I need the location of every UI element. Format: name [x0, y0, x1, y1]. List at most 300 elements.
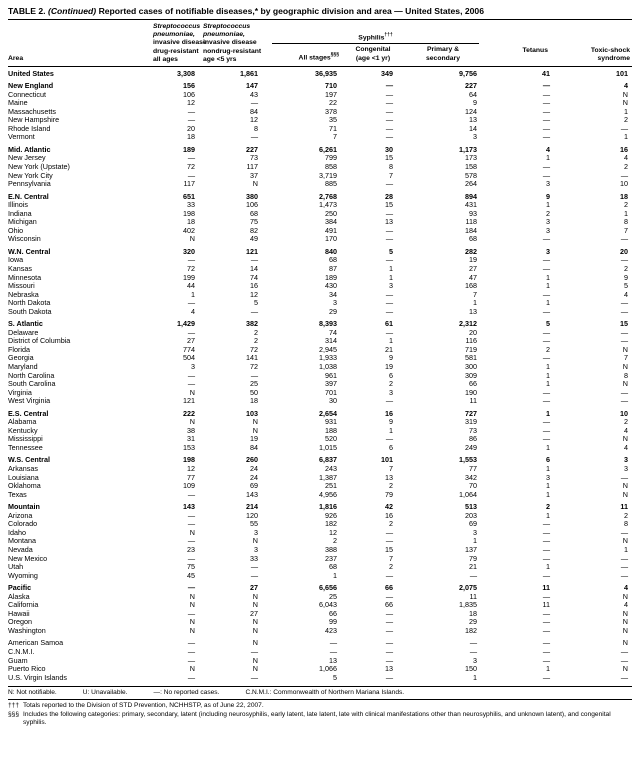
value-cell: 13	[385, 664, 393, 674]
area-cell: District of Columbia	[8, 336, 71, 346]
value-cell: 61	[385, 319, 393, 329]
area-cell: Pennsylvania	[8, 179, 51, 189]
value-cell: N	[622, 638, 628, 648]
area-cell: West Virginia	[8, 396, 51, 406]
value-cell: 27	[250, 608, 258, 618]
value-cell: 41	[542, 68, 550, 78]
value-cell: 1	[624, 106, 628, 116]
value-cell: 12	[250, 289, 258, 299]
area-cell: Iowa	[8, 255, 24, 265]
value-cell: 11	[542, 600, 550, 610]
table-row	[8, 601, 632, 610]
table-row	[8, 674, 632, 683]
value-cell: —	[542, 255, 550, 265]
value-cell: 2,768	[319, 191, 337, 201]
value-cell: 3	[191, 362, 195, 372]
value-cell: 2	[389, 519, 393, 529]
value-cell: N	[622, 344, 628, 354]
table-row	[8, 210, 632, 219]
value-cell: N	[622, 664, 628, 674]
value-cell: 20	[620, 246, 628, 256]
area-cell: Kentucky	[8, 425, 38, 435]
value-cell: 4	[624, 583, 628, 593]
value-cell: 45	[187, 570, 195, 580]
column-header-area	[8, 55, 153, 64]
value-cell: —	[250, 132, 258, 142]
value-cell: 16	[385, 510, 393, 520]
value-cell: —	[542, 81, 550, 91]
value-cell: 42	[385, 502, 393, 512]
footnote-text: Totals reported to the Division of STD Prevention, NCHHSTP, as of June 22, 2007.	[23, 702, 264, 710]
value-cell: —	[542, 306, 550, 316]
value-cell: 1,861	[240, 68, 258, 78]
value-cell: 121	[183, 396, 195, 406]
table-row	[8, 248, 632, 257]
value-cell: N	[189, 664, 195, 674]
table-group	[8, 82, 632, 142]
table-row	[8, 125, 632, 134]
value-cell: —	[187, 583, 195, 593]
value-cell: 1,553	[459, 455, 477, 465]
value-cell: 5	[333, 672, 337, 682]
value-cell: 1,933	[319, 353, 337, 363]
value-cell: 18	[469, 608, 477, 618]
value-cell: 1	[546, 442, 550, 452]
area-cell: Massachusetts	[8, 106, 56, 116]
value-cell: 7	[473, 289, 477, 299]
value-cell: —	[542, 132, 550, 142]
value-cell: 1,429	[177, 319, 195, 329]
value-cell: 397	[325, 379, 337, 389]
value-cell: 70	[469, 481, 477, 491]
value-cell: —	[385, 98, 393, 108]
column-header-tetanus	[483, 47, 558, 64]
value-cell: —	[187, 298, 195, 308]
value-cell: 1	[546, 298, 550, 308]
table-group	[8, 70, 632, 79]
value-cell: —	[250, 562, 258, 572]
legend-item: C.N.M.I.: Commonwealth of Northern Mariana Islands.	[245, 689, 405, 697]
area-cell: Delaware	[8, 327, 39, 337]
value-cell: 19	[385, 362, 393, 372]
value-cell: 9	[389, 353, 393, 363]
footnote-dagger	[8, 702, 632, 710]
value-cell: 2	[546, 344, 550, 354]
table-row	[8, 299, 632, 308]
value-cell: —	[187, 327, 195, 337]
value-cell: 71	[329, 123, 337, 133]
table-row	[8, 256, 632, 265]
header-line: secondary	[425, 54, 460, 62]
value-cell: —	[187, 153, 195, 163]
value-cell: N	[189, 234, 195, 244]
value-cell: 173	[465, 153, 477, 163]
value-cell: —	[620, 570, 628, 580]
table-row	[8, 82, 632, 91]
value-cell: —	[250, 646, 258, 656]
value-cell: —	[385, 306, 393, 316]
area-cell: North Carolina	[8, 370, 55, 380]
table-row	[8, 563, 632, 572]
value-cell: 243	[325, 464, 337, 474]
value-cell: 402	[183, 225, 195, 235]
area-cell: Alaska	[8, 591, 30, 601]
value-cell: 18	[187, 217, 195, 227]
value-cell: —	[250, 255, 258, 265]
value-cell: N	[252, 625, 258, 635]
table-row	[8, 520, 632, 529]
footnote-marker: §§§	[330, 52, 339, 59]
value-cell: —	[385, 617, 393, 627]
value-cell: 38	[187, 425, 195, 435]
area-cell: Idaho	[8, 527, 26, 537]
value-cell: 264	[465, 179, 477, 189]
value-cell: —	[329, 646, 337, 656]
area-cell: Louisiana	[8, 472, 39, 482]
area-cell: Missouri	[8, 281, 35, 291]
legend-item: —: No reported cases.	[153, 689, 220, 697]
value-cell: N	[189, 617, 195, 627]
value-cell: 6,261	[319, 144, 337, 154]
area-cell: Hawaii	[8, 608, 30, 618]
value-cell: 190	[465, 387, 477, 397]
value-cell: —	[469, 638, 477, 648]
value-cell: —	[187, 553, 195, 563]
value-cell: 1	[546, 362, 550, 372]
header-line: invasive disease	[203, 39, 257, 47]
header-line: pneumoniae,	[203, 31, 245, 39]
value-cell: 24	[250, 472, 258, 482]
value-cell: 36,935	[315, 68, 337, 78]
value-cell: 7	[389, 464, 393, 474]
value-cell: 16	[250, 281, 258, 291]
value-cell: 74	[250, 272, 258, 282]
value-cell: 84	[250, 442, 258, 452]
value-cell: 93	[469, 208, 477, 218]
value-cell: 21	[385, 344, 393, 354]
value-cell: 1,038	[319, 362, 337, 372]
column-group-header-syphilis	[268, 23, 483, 63]
table-row	[8, 512, 632, 521]
value-cell: —	[187, 370, 195, 380]
value-cell: 1	[546, 464, 550, 474]
table-group	[8, 584, 632, 635]
area-cell: Vermont	[8, 132, 35, 142]
value-cell: 68	[469, 234, 477, 244]
value-cell: 1	[546, 281, 550, 291]
area-cell: New Mexico	[8, 553, 48, 563]
area-cell: Texas	[8, 489, 27, 499]
value-cell: 11	[542, 583, 550, 593]
value-cell: 8	[624, 519, 628, 529]
value-cell: —	[250, 306, 258, 316]
value-cell: 158	[465, 161, 477, 171]
value-cell: —	[187, 115, 195, 125]
value-cell: 1,835	[459, 600, 477, 610]
value-cell: —	[542, 289, 550, 299]
value-cell: —	[542, 234, 550, 244]
area-cell: Virginia	[8, 387, 32, 397]
table-row	[8, 133, 632, 142]
value-cell: 199	[183, 272, 195, 282]
value-cell: 1	[546, 481, 550, 491]
value-cell: —	[385, 327, 393, 337]
value-cell: 260	[246, 455, 258, 465]
value-cell: 2,945	[319, 344, 337, 354]
value-cell: 47	[469, 272, 477, 282]
value-cell: 19	[469, 255, 477, 265]
header-line: invasive disease	[153, 39, 207, 47]
value-cell: 3	[389, 281, 393, 291]
table-row	[8, 372, 632, 381]
value-cell: —	[385, 638, 393, 648]
area-cell: Mississippi	[8, 434, 43, 444]
value-cell: —	[385, 536, 393, 546]
value-cell: 10	[620, 179, 628, 189]
header-line: Toxic-shock	[590, 46, 630, 54]
value-cell: 250	[325, 208, 337, 218]
value-cell: 3	[624, 455, 628, 465]
value-cell: 520	[325, 434, 337, 444]
value-cell: 2	[254, 327, 258, 337]
area-cell: Montana	[8, 536, 36, 546]
legend-item: U: Unavailable.	[82, 689, 128, 697]
value-cell: 99	[329, 617, 337, 627]
value-cell: N	[189, 625, 195, 635]
table-group	[8, 320, 632, 405]
area-cell: Mountain	[8, 502, 40, 512]
value-cell: 15	[620, 319, 628, 329]
value-cell: 6,837	[319, 455, 337, 465]
table-row	[8, 491, 632, 500]
value-cell: —	[385, 655, 393, 665]
value-cell: —	[620, 387, 628, 397]
header-line: Streptococcus	[153, 23, 201, 30]
table-row	[8, 218, 632, 227]
value-cell: 2	[389, 379, 393, 389]
footnote-section	[8, 711, 632, 728]
value-cell: —	[385, 179, 393, 189]
footnote-marker: §§§	[8, 710, 20, 718]
value-cell: 15	[385, 544, 393, 554]
table-row	[8, 555, 632, 564]
value-cell: 118	[465, 217, 477, 227]
value-cell: 222	[183, 408, 195, 418]
value-cell: —	[542, 608, 550, 618]
value-cell: —	[620, 234, 628, 244]
value-cell: N	[189, 527, 195, 537]
value-cell: 10	[620, 408, 628, 418]
area-cell: Ohio	[8, 225, 24, 235]
value-cell: 101	[616, 68, 628, 78]
value-cell: 13	[469, 115, 477, 125]
value-cell: 87	[329, 264, 337, 273]
value-cell: 4	[624, 425, 628, 435]
table-row	[8, 380, 632, 389]
area-cell: S. Atlantic	[8, 319, 43, 329]
table-row	[8, 235, 632, 244]
value-cell: —	[542, 264, 550, 273]
value-cell: 170	[325, 234, 337, 244]
value-cell: 77	[187, 472, 195, 482]
value-cell: —	[385, 106, 393, 116]
value-cell: 66	[385, 583, 393, 593]
value-cell: N	[622, 489, 628, 499]
value-cell: 5	[254, 298, 258, 308]
value-cell: 2,075	[459, 583, 477, 593]
value-cell: 3	[389, 387, 393, 397]
value-cell: —	[620, 396, 628, 406]
value-cell: 5	[624, 281, 628, 291]
value-cell: 1	[546, 370, 550, 380]
value-cell: —	[187, 106, 195, 116]
value-cell: 13	[469, 306, 477, 316]
value-cell: 35	[329, 115, 337, 125]
value-cell: 73	[469, 425, 477, 435]
value-cell: 1	[473, 672, 477, 682]
value-cell: —	[542, 98, 550, 108]
value-cell: —	[542, 655, 550, 665]
value-cell: 3	[333, 298, 337, 308]
area-cell: U.S. Virgin Islands	[8, 672, 67, 682]
column-header-strep-nondrug-resistant	[203, 23, 268, 64]
value-cell: 1	[546, 489, 550, 499]
value-cell: —	[187, 489, 195, 499]
value-cell: —	[620, 553, 628, 563]
value-cell: 5	[389, 246, 393, 256]
value-cell: 504	[183, 353, 195, 363]
table-row	[8, 227, 632, 236]
value-cell: 384	[325, 217, 337, 227]
value-cell: 27	[187, 336, 195, 346]
value-cell: —	[620, 336, 628, 346]
value-cell: 578	[465, 170, 477, 180]
table-group	[8, 503, 632, 580]
value-cell: N	[252, 664, 258, 674]
area-cell: South Dakota	[8, 306, 52, 316]
value-cell: 858	[325, 161, 337, 171]
value-cell: 1	[624, 208, 628, 218]
value-cell: 68	[329, 255, 337, 265]
value-cell: —	[385, 208, 393, 218]
value-cell: —	[469, 646, 477, 656]
table-row	[8, 320, 632, 329]
value-cell: —	[187, 608, 195, 618]
area-cell: Illinois	[8, 200, 28, 210]
value-cell: 9,756	[459, 68, 477, 78]
value-cell: 120	[246, 510, 258, 520]
value-cell: 29	[329, 306, 337, 316]
value-cell: —	[187, 519, 195, 529]
area-cell: New York (Upstate)	[8, 161, 70, 171]
value-cell: —	[620, 672, 628, 682]
value-cell: —	[542, 570, 550, 580]
value-cell: 4	[624, 442, 628, 452]
value-cell: 227	[246, 144, 258, 154]
table-row	[8, 180, 632, 189]
value-cell: 8	[254, 123, 258, 133]
value-cell: 143	[183, 502, 195, 512]
value-cell: 1,173	[459, 144, 477, 154]
table-row	[8, 627, 632, 636]
table-row	[8, 329, 632, 338]
header-line: (age <1 yr)	[355, 54, 391, 62]
value-cell: 14	[469, 123, 477, 133]
value-cell: 251	[325, 481, 337, 491]
header-line: Primary &	[426, 46, 460, 54]
value-cell: 12	[187, 98, 195, 108]
value-cell: 189	[183, 144, 195, 154]
value-cell: 2	[389, 481, 393, 491]
value-cell: 727	[465, 408, 477, 418]
value-cell: 44	[187, 281, 195, 291]
value-cell: 701	[325, 387, 337, 397]
value-cell: 20	[469, 327, 477, 337]
area-cell: E.N. Central	[8, 191, 49, 201]
table-row	[8, 154, 632, 163]
value-cell: N	[252, 617, 258, 627]
value-cell: N	[622, 434, 628, 444]
value-cell: 1	[546, 200, 550, 210]
value-cell: 72	[187, 161, 195, 171]
value-cell: 11	[469, 591, 477, 601]
value-cell: 2	[624, 115, 628, 125]
value-cell: —	[542, 396, 550, 406]
header-line: Congenital	[355, 46, 391, 54]
area-cell: Indiana	[8, 208, 32, 218]
value-cell: N	[622, 98, 628, 108]
value-cell: 31	[187, 434, 195, 444]
value-cell: 7	[389, 170, 393, 180]
value-cell: 3,719	[319, 170, 337, 180]
value-cell: —	[187, 638, 195, 648]
value-cell: 1	[546, 664, 550, 674]
value-cell: 101	[381, 455, 393, 465]
column-header-area-label: Area	[8, 54, 24, 62]
value-cell: 431	[465, 200, 477, 210]
table-row	[8, 308, 632, 317]
area-cell: Utah	[8, 562, 24, 572]
value-cell: N	[622, 89, 628, 99]
value-cell: N	[189, 591, 195, 601]
table-row	[8, 116, 632, 125]
value-cell: —	[542, 646, 550, 656]
value-cell: 68	[250, 208, 258, 218]
value-cell: 72	[250, 344, 258, 354]
table-row	[8, 282, 632, 291]
area-cell: Mid. Atlantic	[8, 144, 51, 154]
value-cell: 926	[325, 510, 337, 520]
value-cell: 75	[187, 562, 195, 572]
value-cell: 13	[385, 472, 393, 482]
value-cell: 894	[465, 191, 477, 201]
table-title	[8, 6, 632, 16]
value-cell: 2	[624, 417, 628, 427]
value-cell: —	[250, 370, 258, 380]
footnote-legend	[8, 689, 632, 697]
value-cell: 7	[389, 553, 393, 563]
value-cell: N	[252, 638, 258, 648]
value-cell: 15	[385, 200, 393, 210]
value-cell: 3	[546, 472, 550, 482]
value-cell: —	[542, 387, 550, 397]
value-cell: 12	[329, 527, 337, 537]
table-footer	[8, 686, 632, 700]
value-cell: 581	[465, 353, 477, 363]
table-row	[8, 444, 632, 453]
value-cell: —	[385, 123, 393, 133]
table-group	[8, 456, 632, 499]
